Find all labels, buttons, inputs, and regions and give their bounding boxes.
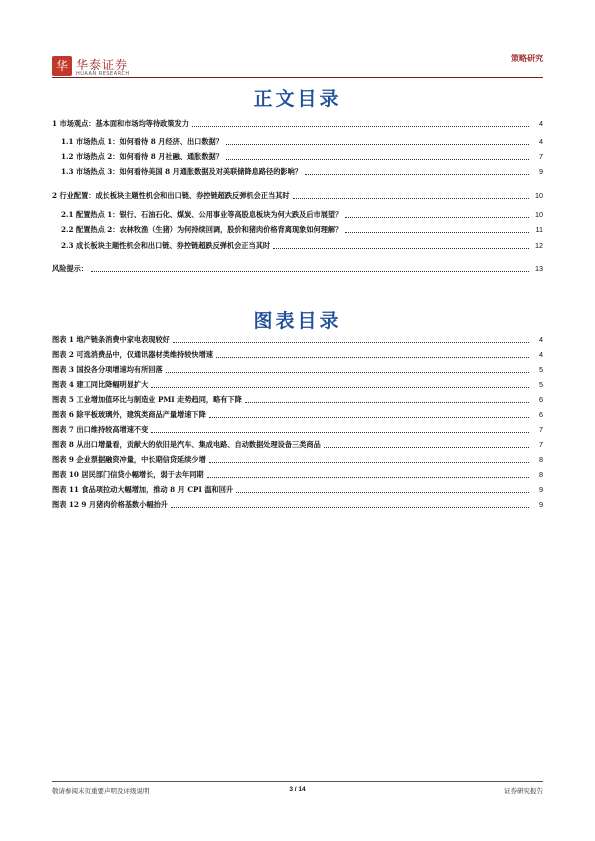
entry-page: 8 — [539, 455, 543, 464]
dot-leader — [345, 232, 529, 233]
entry-page: 4 — [539, 350, 543, 359]
dot-leader — [305, 174, 529, 175]
entry-title: 图表 4 建工同比降幅明显扩大 — [52, 380, 149, 389]
entry-title: 图表 7 出口维持较高增速不变 — [52, 425, 149, 434]
entry-title: 2 行业配置：成长板块主题性机会和出口链、券控链超跌反弹机会正当其时 — [52, 191, 290, 200]
figure-entry[interactable] — [52, 454, 543, 466]
entry-page: 7 — [539, 152, 543, 161]
entry-page: 4 — [539, 335, 543, 344]
toc-entry[interactable] — [52, 190, 543, 202]
toc-entry[interactable] — [52, 263, 543, 275]
logo-cn: 华泰证券 — [76, 58, 129, 72]
toc-entry[interactable] — [52, 209, 543, 221]
logo-en: HUAAN RESEARCH — [76, 71, 130, 77]
entry-page: 10 — [535, 210, 543, 219]
entry-title: 图表 8 从出口增量看，贡献大的依旧是汽车、集成电路、自动数据处理设备三类商品 — [52, 440, 321, 449]
footer-divider — [52, 781, 543, 782]
dot-leader — [166, 372, 529, 373]
dot-leader — [151, 432, 529, 433]
entry-page: 9 — [539, 500, 543, 509]
entry-title: 2.3 成长板块主题性机会和出口链、券控链超跌反弹机会正当其时 — [61, 241, 271, 250]
entry-page: 6 — [539, 395, 543, 404]
figure-entry[interactable] — [52, 439, 543, 451]
dot-leader — [216, 357, 529, 358]
toc-entry[interactable] — [52, 151, 543, 163]
entry-page: 9 — [539, 485, 543, 494]
entry-title: 2.1 配置热点 1：银行、石油石化、煤炭、公用事业等高股息板块为何大跌及后市展望？ — [61, 210, 343, 219]
footer-report-type: 证券研究报告 — [504, 787, 543, 795]
entry-title: 图表 3 国投各分项增速均有所回落 — [52, 365, 163, 374]
entry-page: 5 — [539, 365, 543, 374]
figure-entry[interactable] — [52, 394, 543, 406]
entry-title: 图表 2 可选消费品中，仅通讯器材类维持较快增速 — [52, 350, 213, 359]
entry-page: 4 — [539, 119, 543, 128]
logo-seal-icon: 华 — [52, 56, 72, 76]
dot-leader — [209, 417, 529, 418]
toc-title: 正文目录 — [253, 88, 342, 110]
entry-title: 1.3 市场热点 3：如何看待美国 8 月通胀数据及对美联储降息路径的影响？ — [61, 167, 302, 176]
entry-page: 6 — [539, 410, 543, 419]
figure-entry[interactable] — [52, 424, 543, 436]
entry-page: 9 — [539, 167, 543, 176]
entry-title: 风险提示： — [52, 264, 88, 273]
toc-entry[interactable] — [52, 240, 543, 252]
entry-page: 11 — [535, 225, 543, 234]
entry-title: 1.1 市场热点 1：如何看待 8 月经济、出口数据？ — [61, 137, 223, 146]
entry-title: 1 市场观点：基本面和市场均等待政策发力 — [52, 119, 189, 128]
entry-page: 8 — [539, 470, 543, 479]
entry-title: 2.2 配置热点 2：农林牧渔（生猪）为何持续回调，股价和猪肉价格背离现象如何理解？ — [61, 225, 343, 234]
dot-leader — [324, 447, 529, 448]
dot-leader — [345, 217, 529, 218]
dot-leader — [236, 492, 529, 493]
dot-leader — [192, 126, 529, 127]
dot-leader — [209, 462, 529, 463]
report-category: 策略研究 — [511, 53, 543, 63]
dot-leader — [293, 198, 529, 199]
header-divider — [52, 77, 543, 78]
toc-entry[interactable] — [52, 136, 543, 148]
figure-entry[interactable] — [52, 499, 543, 511]
entry-page: 10 — [535, 191, 543, 200]
toc-entry[interactable] — [52, 166, 543, 178]
figures-title: 图表目录 — [253, 310, 342, 332]
dot-leader — [151, 387, 529, 388]
dot-leader — [245, 402, 529, 403]
figure-entry[interactable] — [52, 364, 543, 376]
entry-page: 13 — [535, 264, 543, 273]
dot-leader — [273, 248, 529, 249]
entry-title: 图表 10 居民部门信贷小幅增长，弱于去年同期 — [52, 470, 204, 479]
entry-page: 7 — [539, 425, 543, 434]
entry-title: 图表 12 9 月猪肉价格基数小幅抬升 — [52, 500, 168, 509]
toc-entry[interactable] — [52, 118, 543, 130]
figure-entry[interactable] — [52, 379, 543, 391]
dot-leader — [171, 507, 529, 508]
entry-title: 图表 5 工业增加值环比与制造业 PMI 走势趋同，略有下降 — [52, 395, 242, 404]
figure-entry[interactable] — [52, 334, 543, 346]
dot-leader — [207, 477, 529, 478]
toc-entry[interactable] — [52, 224, 543, 236]
figure-entry[interactable] — [52, 349, 543, 361]
footer-disclaimer: 敬请参阅末页重要声明及评级说明 — [52, 787, 150, 795]
entry-title: 图表 9 企业票据融资冲量，中长期信贷延续少增 — [52, 455, 206, 464]
dot-leader — [226, 159, 529, 160]
figure-entry[interactable] — [52, 409, 543, 421]
entry-page: 5 — [539, 380, 543, 389]
entry-title: 图表 11 食品项拉动大幅增加，推动 8 月 CPI 温和回升 — [52, 485, 234, 494]
entry-title: 图表 1 地产链条消费中家电表现较好 — [52, 335, 170, 344]
entry-page: 4 — [539, 137, 543, 146]
figure-entry[interactable] — [52, 484, 543, 496]
entry-title: 1.2 市场热点 2：如何看待 8 月社融、通胀数据？ — [61, 152, 223, 161]
dot-leader — [226, 144, 529, 145]
figure-entry[interactable] — [52, 469, 543, 481]
entry-page: 7 — [539, 440, 543, 449]
entry-title: 图表 6 除平板玻璃外，建筑类商品产量增速下降 — [52, 410, 206, 419]
page-number: 3 / 14 — [289, 786, 306, 793]
dot-leader — [91, 271, 529, 272]
dot-leader — [173, 342, 529, 343]
entry-page: 12 — [535, 241, 543, 250]
